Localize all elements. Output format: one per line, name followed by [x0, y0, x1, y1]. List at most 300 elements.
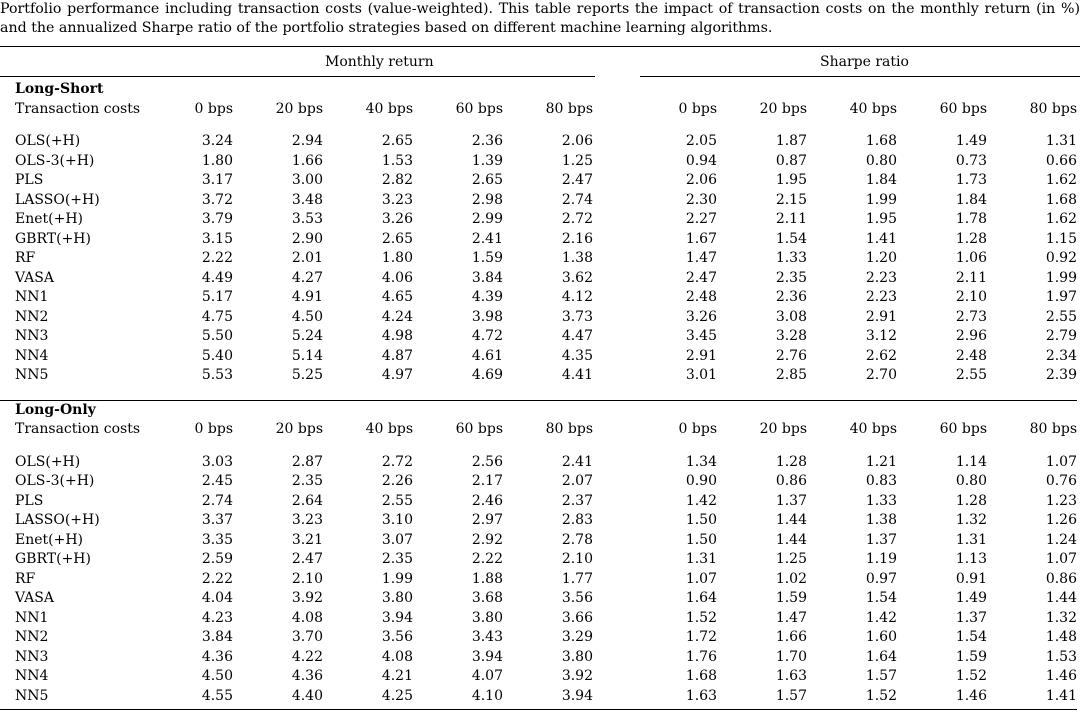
- monthly-return-value: 4.21: [381, 668, 413, 684]
- monthly-return-value: 3.17: [201, 172, 233, 188]
- sharpe-ratio-value: 1.24: [1045, 531, 1077, 548]
- monthly-return-value: 4.06: [381, 269, 413, 286]
- model-name: NN4: [15, 347, 49, 364]
- table-row: [0, 230, 1077, 250]
- sharpe-ratio-value: 1.68: [865, 133, 897, 149]
- monthly-return-value: 4.49: [201, 269, 233, 286]
- sharpe-ratio-value: 1.42: [865, 609, 897, 626]
- sharpe-ratio-value: 1.31: [955, 531, 987, 548]
- sharpe-ratio-value: 0.87: [775, 152, 807, 169]
- sharpe-ratio-value: 1.63: [775, 668, 807, 684]
- monthly-return-value: 4.41: [561, 367, 593, 383]
- sharpe-ratio-value: 1.67: [685, 230, 717, 247]
- sharpe-ratio-value: 1.32: [1045, 609, 1077, 626]
- monthly-return-value: 5.24: [291, 328, 323, 344]
- model-name: NN2: [15, 629, 49, 645]
- cost-level-header: 80 bps: [1029, 421, 1077, 437]
- sharpe-ratio-value: 1.62: [1045, 172, 1077, 188]
- sharpe-ratio-value: 1.70: [775, 648, 807, 665]
- column-gap: [593, 308, 661, 328]
- sharpe-ratio-value: 1.84: [955, 191, 987, 208]
- monthly-return-value: 2.06: [561, 133, 593, 149]
- column-gap: [593, 687, 661, 707]
- cost-level-header: 60 bps: [939, 100, 987, 117]
- monthly-return-value: 3.26: [381, 211, 413, 227]
- sharpe-ratio-value: 1.25: [775, 551, 807, 567]
- sharpe-ratio-value: 1.59: [775, 590, 807, 606]
- sharpe-ratio-value: 1.26: [1045, 512, 1077, 528]
- sharpe-ratio-value: 0.73: [955, 152, 987, 169]
- sharpe-ratio-value: 1.34: [685, 453, 717, 470]
- monthly-return-value: 4.97: [381, 367, 413, 383]
- sharpe-ratio-underline: [640, 76, 1080, 77]
- model-name: VASA: [15, 269, 54, 286]
- table-row: [0, 366, 1077, 386]
- sharpe-ratio-value: 2.11: [955, 269, 987, 286]
- monthly-return-value: 2.22: [201, 250, 233, 266]
- monthly-return-value: 4.08: [291, 609, 323, 626]
- monthly-return-value: 2.56: [471, 453, 503, 470]
- cost-level-header: 0 bps: [678, 421, 717, 437]
- sharpe-ratio-value: 1.49: [955, 590, 987, 606]
- sharpe-ratio-value: 1.46: [1045, 668, 1077, 684]
- monthly-return-value: 3.94: [381, 609, 413, 626]
- monthly-return-value: 4.36: [201, 648, 233, 665]
- sharpe-ratio-value: 1.84: [865, 172, 897, 188]
- bottom-rule: [0, 706, 1077, 710]
- sharpe-ratio-value: 3.08: [775, 308, 807, 325]
- sharpe-ratio-value: 2.30: [685, 191, 717, 208]
- table-row: [0, 347, 1077, 367]
- model-name: NN1: [15, 289, 49, 305]
- table-row: [0, 667, 1077, 687]
- sharpe-ratio-value: 1.87: [775, 133, 807, 149]
- sharpe-ratio-value: 1.54: [865, 590, 897, 606]
- monthly-return-value: 3.92: [561, 668, 593, 684]
- sharpe-ratio-value: 1.78: [955, 211, 987, 227]
- monthly-return-value: 5.40: [201, 347, 233, 364]
- monthly-return-value: 3.66: [561, 609, 593, 626]
- table-row: [0, 210, 1077, 230]
- cost-level-header: 0 bps: [678, 100, 717, 117]
- sharpe-ratio-value: 1.64: [865, 648, 897, 665]
- monthly-return-underline: [0, 76, 595, 77]
- sharpe-ratio-value: 0.66: [1045, 152, 1077, 169]
- sharpe-ratio-value: 1.52: [865, 687, 897, 704]
- monthly-return-value: 3.29: [561, 629, 593, 645]
- table-row: [0, 327, 1077, 347]
- monthly-return-value: 3.24: [201, 133, 233, 149]
- monthly-return-value: 5.53: [201, 367, 233, 383]
- sharpe-ratio-value: 1.46: [955, 687, 987, 704]
- sharpe-ratio-value: 2.91: [865, 308, 897, 325]
- monthly-return-value: 4.65: [381, 289, 413, 305]
- sharpe-ratio-value: 1.33: [775, 250, 807, 266]
- monthly-return-value: 2.90: [291, 230, 323, 247]
- sharpe-ratio-value: 1.47: [775, 609, 807, 626]
- table-row: [0, 511, 1077, 531]
- monthly-return-value: 3.94: [471, 648, 503, 665]
- sharpe-ratio-value: 1.44: [775, 512, 807, 528]
- monthly-return-value: 4.04: [201, 590, 233, 606]
- sharpe-ratio-value: 2.27: [685, 211, 717, 227]
- monthly-return-value: 4.98: [381, 328, 413, 344]
- spacer-cell: [0, 119, 1077, 132]
- column-gap: [593, 288, 661, 308]
- sharpe-ratio-value: 1.57: [775, 687, 807, 704]
- sharpe-ratio-value: 0.91: [955, 570, 987, 587]
- sharpe-ratio-value: 1.02: [775, 570, 807, 587]
- monthly-return-value: 2.10: [561, 551, 593, 567]
- model-name: RF: [15, 250, 36, 266]
- monthly-return-value: 2.26: [381, 473, 413, 489]
- sharpe-ratio-value: 1.95: [775, 172, 807, 188]
- cost-level-header: 20 bps: [275, 421, 323, 437]
- monthly-return-value: 4.75: [201, 308, 233, 325]
- monthly-return-value: 2.35: [291, 473, 323, 489]
- cost-level-header: 20 bps: [759, 421, 807, 437]
- sharpe-ratio-value: 1.50: [685, 512, 717, 528]
- sharpe-ratio-value: 0.92: [1045, 250, 1077, 266]
- sharpe-ratio-value: 1.31: [1045, 133, 1077, 149]
- sharpe-ratio-value: 1.48: [1045, 629, 1077, 645]
- monthly-return-value: 4.35: [561, 347, 593, 364]
- sharpe-ratio-value: 1.28: [775, 453, 807, 470]
- monthly-return-value: 4.87: [381, 347, 413, 364]
- sharpe-ratio-value: 1.66: [775, 629, 807, 645]
- sharpe-ratio-value: 2.11: [775, 211, 807, 227]
- spacer-row: [0, 119, 1077, 132]
- monthly-return-value: 4.47: [561, 328, 593, 344]
- table-row: [0, 589, 1077, 609]
- monthly-return-value: 2.92: [471, 531, 503, 548]
- monthly-return-value: 3.80: [381, 590, 413, 606]
- monthly-return-value: 2.59: [201, 551, 233, 567]
- table-row: [0, 191, 1077, 211]
- cost-level-header: 0 bps: [194, 100, 233, 117]
- section-title: Long-Short: [15, 81, 104, 97]
- sharpe-ratio-value: 1.07: [685, 570, 717, 587]
- table-row: [0, 687, 1077, 707]
- monthly-return-value: 3.84: [201, 629, 233, 645]
- monthly-return-value: 2.46: [471, 492, 503, 509]
- sharpe-ratio-value: 2.70: [865, 367, 897, 383]
- monthly-return-value: 3.48: [291, 191, 323, 208]
- group-header-monthly-return: Monthly return: [325, 54, 434, 70]
- table-row: [0, 288, 1077, 308]
- monthly-return-value: 4.61: [471, 347, 503, 364]
- monthly-return-value: 2.78: [561, 531, 593, 548]
- table-row: [0, 648, 1077, 668]
- monthly-return-value: 3.03: [201, 453, 233, 470]
- model-name: NN2: [15, 308, 49, 325]
- sharpe-ratio-value: 1.63: [685, 687, 717, 704]
- cost-level-header: 40 bps: [365, 421, 413, 437]
- table-row: [0, 132, 1077, 152]
- monthly-return-value: 2.01: [291, 250, 323, 266]
- monthly-return-value: 2.99: [471, 211, 503, 227]
- sharpe-ratio-value: 1.38: [865, 512, 897, 528]
- sharpe-ratio-value: 1.47: [685, 250, 717, 266]
- cost-label: Transaction costs: [15, 100, 141, 117]
- sharpe-ratio-value: 2.35: [775, 269, 807, 286]
- results-table: [0, 80, 1077, 710]
- table-row: [0, 453, 1077, 473]
- sharpe-ratio-value: 3.28: [775, 328, 807, 344]
- top-rule: [0, 46, 1080, 47]
- monthly-return-value: 4.36: [291, 668, 323, 684]
- monthly-return-value: 2.37: [561, 492, 593, 509]
- monthly-return-value: 3.62: [561, 269, 593, 286]
- sharpe-ratio-value: 2.36: [775, 289, 807, 305]
- monthly-return-value: 2.87: [291, 453, 323, 470]
- sharpe-ratio-value: 1.68: [685, 668, 717, 684]
- table-row: [0, 152, 1077, 172]
- sharpe-ratio-value: 1.28: [955, 492, 987, 509]
- monthly-return-value: 2.22: [201, 570, 233, 587]
- sharpe-ratio-value: 1.20: [865, 250, 897, 266]
- sharpe-ratio-value: 0.80: [865, 152, 897, 169]
- sharpe-ratio-value: 2.91: [685, 347, 717, 364]
- monthly-return-value: 4.24: [381, 308, 413, 325]
- model-name: PLS: [15, 172, 44, 188]
- column-gap: [593, 171, 661, 191]
- sharpe-ratio-value: 0.97: [865, 570, 897, 587]
- model-name: NN5: [15, 687, 49, 704]
- model-name: PLS: [15, 492, 44, 509]
- sharpe-ratio-value: 1.32: [955, 512, 987, 528]
- sharpe-ratio-value: 1.54: [775, 230, 807, 247]
- column-gap: [593, 152, 661, 172]
- sharpe-ratio-value: 3.12: [865, 328, 897, 344]
- sharpe-ratio-value: 1.21: [865, 453, 897, 470]
- table-row: [0, 308, 1077, 328]
- monthly-return-value: 3.35: [201, 531, 233, 548]
- model-name: OLS-3(+H): [15, 473, 95, 489]
- monthly-return-value: 2.74: [201, 492, 233, 509]
- column-gap: [593, 492, 661, 512]
- monthly-return-value: 2.22: [471, 551, 503, 567]
- section-title-row: [0, 400, 1077, 420]
- sharpe-ratio-value: 1.59: [955, 648, 987, 665]
- sharpe-ratio-value: 2.06: [685, 172, 717, 188]
- cost-level-header: 40 bps: [849, 100, 897, 117]
- monthly-return-value: 4.07: [471, 668, 503, 684]
- monthly-return-value: 4.55: [201, 687, 233, 704]
- monthly-return-value: 2.07: [561, 473, 593, 489]
- model-name: VASA: [15, 590, 54, 606]
- sharpe-ratio-value: 1.06: [955, 250, 987, 266]
- sharpe-ratio-value: 3.01: [685, 367, 717, 383]
- cost-level-header: 80 bps: [545, 100, 593, 117]
- sharpe-ratio-value: 1.37: [775, 492, 807, 509]
- monthly-return-value: 2.36: [471, 133, 503, 149]
- sharpe-ratio-value: 0.90: [685, 473, 717, 489]
- column-gap: [593, 132, 661, 152]
- monthly-return-value: 4.50: [291, 308, 323, 325]
- sharpe-ratio-value: 1.44: [775, 531, 807, 548]
- monthly-return-value: 2.41: [471, 230, 503, 247]
- sharpe-ratio-value: 1.07: [1045, 551, 1077, 567]
- sharpe-ratio-value: 2.73: [955, 308, 987, 325]
- monthly-return-value: 2.97: [471, 512, 503, 528]
- table-row: [0, 249, 1077, 269]
- column-gap: [593, 648, 661, 668]
- monthly-return-value: 2.72: [561, 211, 593, 227]
- sharpe-ratio-value: 1.53: [1045, 648, 1077, 665]
- monthly-return-value: 3.53: [291, 211, 323, 227]
- model-name: Enet(+H): [15, 211, 84, 227]
- model-name: NN3: [15, 648, 49, 665]
- column-gap: [593, 327, 661, 347]
- cost-level-header: 20 bps: [759, 100, 807, 117]
- monthly-return-value: 1.38: [561, 250, 593, 266]
- monthly-return-value: 5.25: [291, 367, 323, 383]
- table-row: [0, 570, 1077, 590]
- column-gap: [593, 269, 661, 289]
- sharpe-ratio-value: 0.83: [865, 473, 897, 489]
- sharpe-ratio-value: 2.62: [865, 347, 897, 364]
- sharpe-ratio-value: 1.23: [1045, 492, 1077, 509]
- column-gap: [593, 511, 661, 531]
- column-gap: [593, 210, 661, 230]
- sharpe-ratio-value: 1.54: [955, 629, 987, 645]
- sharpe-ratio-value: 2.15: [775, 191, 807, 208]
- column-gap: [593, 420, 661, 440]
- sharpe-ratio-value: 2.05: [685, 133, 717, 149]
- monthly-return-value: 1.99: [381, 570, 413, 587]
- monthly-return-value: 2.65: [381, 133, 413, 149]
- monthly-return-value: 4.25: [381, 687, 413, 704]
- cost-level-header: 60 bps: [939, 421, 987, 437]
- sharpe-ratio-value: 1.99: [865, 191, 897, 208]
- table-row: [0, 550, 1077, 570]
- monthly-return-value: 3.80: [561, 648, 593, 665]
- monthly-return-value: 4.27: [291, 269, 323, 286]
- table-row: [0, 492, 1077, 512]
- sharpe-ratio-value: 1.14: [955, 453, 987, 470]
- cost-level-header: 60 bps: [455, 100, 503, 117]
- sharpe-ratio-value: 2.48: [955, 347, 987, 364]
- monthly-return-value: 3.79: [201, 211, 233, 227]
- monthly-return-value: 4.08: [381, 648, 413, 665]
- monthly-return-value: 2.17: [471, 473, 503, 489]
- sharpe-ratio-value: 1.68: [1045, 191, 1077, 208]
- monthly-return-value: 3.10: [381, 512, 413, 528]
- monthly-return-value: 2.16: [561, 230, 593, 247]
- sharpe-ratio-value: 2.10: [955, 289, 987, 305]
- monthly-return-value: 3.72: [201, 191, 233, 208]
- column-gap: [593, 550, 661, 570]
- column-gap: [593, 589, 661, 609]
- monthly-return-value: 1.80: [381, 250, 413, 266]
- cost-header-row: [0, 420, 1077, 440]
- monthly-return-value: 4.23: [201, 609, 233, 626]
- sharpe-ratio-value: 1.37: [865, 531, 897, 548]
- monthly-return-value: 2.47: [561, 172, 593, 188]
- column-gap: [593, 347, 661, 367]
- sharpe-ratio-value: 1.52: [685, 609, 717, 626]
- monthly-return-value: 3.23: [381, 191, 413, 208]
- monthly-return-value: 3.70: [291, 629, 323, 645]
- separator-cell: [0, 386, 1077, 401]
- sharpe-ratio-value: 2.55: [955, 367, 987, 383]
- cost-label: Transaction costs: [15, 421, 141, 437]
- sharpe-ratio-value: 1.19: [865, 551, 897, 567]
- sharpe-ratio-value: 3.26: [685, 308, 717, 325]
- monthly-return-value: 3.80: [471, 609, 503, 626]
- model-name: LASSO(+H): [15, 512, 100, 528]
- monthly-return-value: 3.23: [291, 512, 323, 528]
- table-row: [0, 628, 1077, 648]
- monthly-return-value: 1.25: [561, 152, 593, 169]
- model-name: NN5: [15, 367, 49, 383]
- sharpe-ratio-value: 1.41: [1045, 687, 1077, 704]
- sharpe-ratio-value: 2.47: [685, 269, 717, 286]
- monthly-return-value: 1.66: [291, 152, 323, 169]
- cost-level-header: 40 bps: [365, 100, 413, 117]
- cost-level-header: 40 bps: [849, 421, 897, 437]
- column-gap: [593, 609, 661, 629]
- sharpe-ratio-value: 1.97: [1045, 289, 1077, 305]
- monthly-return-value: 2.98: [471, 191, 503, 208]
- column-gap: [593, 191, 661, 211]
- model-name: NN3: [15, 328, 49, 344]
- column-gap: [593, 366, 661, 386]
- monthly-return-value: 3.21: [291, 531, 323, 548]
- monthly-return-value: 2.82: [381, 172, 413, 188]
- sharpe-ratio-value: 2.34: [1045, 347, 1077, 364]
- sharpe-ratio-value: 2.76: [775, 347, 807, 364]
- sharpe-ratio-value: 1.33: [865, 492, 897, 509]
- sharpe-ratio-value: 1.62: [1045, 211, 1077, 227]
- model-name: NN4: [15, 668, 49, 684]
- sharpe-ratio-value: 0.86: [775, 473, 807, 489]
- monthly-return-value: 3.98: [471, 308, 503, 325]
- column-gap: [593, 472, 661, 492]
- monthly-return-value: 2.64: [291, 492, 323, 509]
- monthly-return-value: 4.69: [471, 367, 503, 383]
- sharpe-ratio-value: 1.07: [1045, 453, 1077, 470]
- monthly-return-value: 2.47: [291, 551, 323, 567]
- table-row: [0, 472, 1077, 492]
- sharpe-ratio-value: 1.37: [955, 609, 987, 626]
- monthly-return-value: 2.55: [381, 492, 413, 509]
- monthly-return-value: 3.84: [471, 269, 503, 286]
- monthly-return-value: 2.72: [381, 453, 413, 470]
- table-row: [0, 531, 1077, 551]
- column-gap: [593, 667, 661, 687]
- group-header-sharpe-ratio: Sharpe ratio: [820, 54, 909, 70]
- sharpe-ratio-value: 1.57: [865, 668, 897, 684]
- bottom-rule-row: [0, 706, 1077, 710]
- column-gap: [593, 570, 661, 590]
- sharpe-ratio-value: 1.15: [1045, 230, 1077, 247]
- monthly-return-value: 3.94: [561, 687, 593, 704]
- column-gap: [593, 230, 661, 250]
- sharpe-ratio-value: 1.42: [685, 492, 717, 509]
- column-gap: [593, 453, 661, 473]
- sharpe-ratio-value: 2.23: [865, 269, 897, 286]
- monthly-return-value: 4.50: [201, 668, 233, 684]
- cost-level-header: 60 bps: [455, 421, 503, 437]
- monthly-return-value: 3.56: [561, 590, 593, 606]
- column-gap: [593, 100, 661, 120]
- monthly-return-value: 2.65: [471, 172, 503, 188]
- monthly-return-value: 2.35: [381, 551, 413, 567]
- monthly-return-value: 3.73: [561, 308, 593, 325]
- cost-level-header: 20 bps: [275, 100, 323, 117]
